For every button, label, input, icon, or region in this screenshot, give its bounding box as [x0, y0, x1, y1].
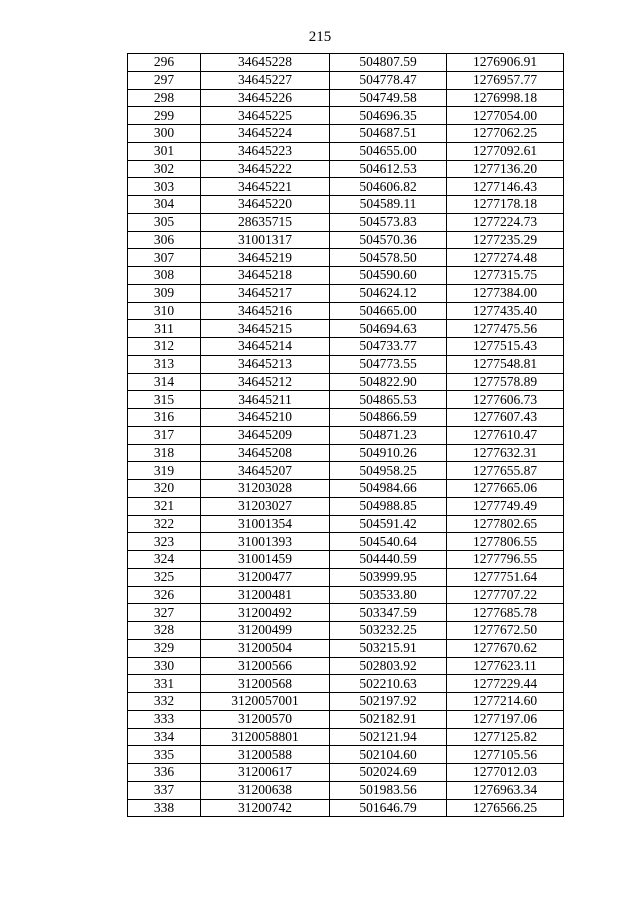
x-coordinate-cell: 504624.12	[330, 284, 447, 302]
x-coordinate-cell: 503347.59	[330, 604, 447, 622]
point-id-cell: 31200499	[201, 622, 330, 640]
point-number-cell: 297	[128, 71, 201, 89]
point-number-cell: 307	[128, 249, 201, 267]
y-coordinate-cell: 1277607.43	[447, 409, 564, 427]
point-number-cell: 321	[128, 497, 201, 515]
table-row	[128, 426, 564, 444]
point-number-cell: 305	[128, 213, 201, 231]
y-coordinate-cell: 1277655.87	[447, 462, 564, 480]
y-coordinate-cell: 1277802.65	[447, 515, 564, 533]
point-id-cell: 31200477	[201, 568, 330, 586]
x-coordinate-cell: 501646.79	[330, 799, 447, 817]
point-number-cell: 313	[128, 355, 201, 373]
point-id-cell: 31200742	[201, 799, 330, 817]
point-id-cell: 31200568	[201, 675, 330, 693]
point-number-cell: 323	[128, 533, 201, 551]
table-row	[128, 639, 564, 657]
y-coordinate-cell: 1277054.00	[447, 107, 564, 125]
point-number-cell: 320	[128, 480, 201, 498]
y-coordinate-cell: 1277178.18	[447, 196, 564, 214]
table-row	[128, 497, 564, 515]
x-coordinate-cell: 504612.53	[330, 160, 447, 178]
point-id-cell: 34645217	[201, 284, 330, 302]
table-row	[128, 373, 564, 391]
y-coordinate-cell: 1276998.18	[447, 89, 564, 107]
point-number-cell: 327	[128, 604, 201, 622]
y-coordinate-cell: 1277062.25	[447, 125, 564, 143]
y-coordinate-cell: 1276906.91	[447, 54, 564, 72]
y-coordinate-cell: 1277670.62	[447, 639, 564, 657]
x-coordinate-cell: 504573.83	[330, 213, 447, 231]
point-number-cell: 331	[128, 675, 201, 693]
table-row	[128, 125, 564, 143]
table-row	[128, 515, 564, 533]
point-number-cell: 325	[128, 568, 201, 586]
point-number-cell: 311	[128, 320, 201, 338]
x-coordinate-cell: 504687.51	[330, 125, 447, 143]
x-coordinate-cell: 504591.42	[330, 515, 447, 533]
table-row	[128, 71, 564, 89]
point-number-cell: 316	[128, 409, 201, 427]
table-row	[128, 675, 564, 693]
table-row	[128, 89, 564, 107]
table-row	[128, 320, 564, 338]
point-id-cell: 31203028	[201, 480, 330, 498]
x-coordinate-cell: 504866.59	[330, 409, 447, 427]
point-id-cell: 34645208	[201, 444, 330, 462]
point-id-cell: 28635715	[201, 213, 330, 231]
table-row	[128, 249, 564, 267]
y-coordinate-cell: 1277806.55	[447, 533, 564, 551]
table-row	[128, 746, 564, 764]
table-row	[128, 781, 564, 799]
table-row	[128, 160, 564, 178]
table-row	[128, 710, 564, 728]
table-row	[128, 728, 564, 746]
y-coordinate-cell: 1277796.55	[447, 551, 564, 569]
x-coordinate-cell: 504696.35	[330, 107, 447, 125]
table-row	[128, 409, 564, 427]
y-coordinate-cell: 1277092.61	[447, 142, 564, 160]
point-number-cell: 328	[128, 622, 201, 640]
point-number-cell: 302	[128, 160, 201, 178]
point-id-cell: 34645211	[201, 391, 330, 409]
point-number-cell: 303	[128, 178, 201, 196]
y-coordinate-cell: 1277578.89	[447, 373, 564, 391]
point-number-cell: 319	[128, 462, 201, 480]
x-coordinate-cell: 501983.56	[330, 781, 447, 799]
point-id-cell: 31001459	[201, 551, 330, 569]
point-number-cell: 296	[128, 54, 201, 72]
y-coordinate-cell: 1276957.77	[447, 71, 564, 89]
point-id-cell: 34645218	[201, 267, 330, 285]
table-row	[128, 391, 564, 409]
point-id-cell: 34645215	[201, 320, 330, 338]
point-id-cell: 31200492	[201, 604, 330, 622]
y-coordinate-cell: 1277610.47	[447, 426, 564, 444]
y-coordinate-cell: 1277632.31	[447, 444, 564, 462]
point-number-cell: 333	[128, 710, 201, 728]
table-row	[128, 799, 564, 817]
x-coordinate-cell: 504865.53	[330, 391, 447, 409]
point-id-cell: 34645207	[201, 462, 330, 480]
y-coordinate-cell: 1277475.56	[447, 320, 564, 338]
point-id-cell: 31200638	[201, 781, 330, 799]
x-coordinate-cell: 502024.69	[330, 764, 447, 782]
coordinates-table	[127, 53, 564, 817]
y-coordinate-cell: 1277197.06	[447, 710, 564, 728]
x-coordinate-cell: 504773.55	[330, 355, 447, 373]
point-number-cell: 309	[128, 284, 201, 302]
point-number-cell: 298	[128, 89, 201, 107]
point-id-cell: 34645221	[201, 178, 330, 196]
x-coordinate-cell: 504778.47	[330, 71, 447, 89]
point-id-cell: 31001317	[201, 231, 330, 249]
x-coordinate-cell: 503215.91	[330, 639, 447, 657]
point-number-cell: 308	[128, 267, 201, 285]
point-id-cell: 34645209	[201, 426, 330, 444]
table-row	[128, 338, 564, 356]
point-id-cell: 31200570	[201, 710, 330, 728]
table-row	[128, 231, 564, 249]
point-number-cell: 299	[128, 107, 201, 125]
point-id-cell: 31200566	[201, 657, 330, 675]
y-coordinate-cell: 1277274.48	[447, 249, 564, 267]
point-number-cell: 317	[128, 426, 201, 444]
table-row	[128, 533, 564, 551]
table-row	[128, 267, 564, 285]
y-coordinate-cell: 1277685.78	[447, 604, 564, 622]
y-coordinate-cell: 1277012.03	[447, 764, 564, 782]
x-coordinate-cell: 504578.50	[330, 249, 447, 267]
y-coordinate-cell: 1277315.75	[447, 267, 564, 285]
table-row	[128, 551, 564, 569]
table-row	[128, 764, 564, 782]
table-row	[128, 196, 564, 214]
table-row	[128, 178, 564, 196]
x-coordinate-cell: 504606.82	[330, 178, 447, 196]
point-id-cell: 31200481	[201, 586, 330, 604]
table-row	[128, 462, 564, 480]
y-coordinate-cell: 1276566.25	[447, 799, 564, 817]
point-number-cell: 322	[128, 515, 201, 533]
table-row	[128, 586, 564, 604]
x-coordinate-cell: 504655.00	[330, 142, 447, 160]
x-coordinate-cell: 503999.95	[330, 568, 447, 586]
table-row	[128, 284, 564, 302]
y-coordinate-cell: 1277435.40	[447, 302, 564, 320]
point-id-cell: 31001354	[201, 515, 330, 533]
y-coordinate-cell: 1277515.43	[447, 338, 564, 356]
x-coordinate-cell: 504822.90	[330, 373, 447, 391]
point-id-cell: 34645226	[201, 89, 330, 107]
table-row	[128, 604, 564, 622]
point-number-cell: 304	[128, 196, 201, 214]
y-coordinate-cell: 1277707.22	[447, 586, 564, 604]
x-coordinate-cell: 504540.64	[330, 533, 447, 551]
table-row	[128, 657, 564, 675]
point-number-cell: 329	[128, 639, 201, 657]
point-number-cell: 337	[128, 781, 201, 799]
y-coordinate-cell: 1277235.29	[447, 231, 564, 249]
point-id-cell: 3120058801	[201, 728, 330, 746]
x-coordinate-cell: 502210.63	[330, 675, 447, 693]
point-id-cell: 34645213	[201, 355, 330, 373]
point-id-cell: 31200588	[201, 746, 330, 764]
point-id-cell: 34645210	[201, 409, 330, 427]
x-coordinate-cell: 504589.11	[330, 196, 447, 214]
point-id-cell: 31001393	[201, 533, 330, 551]
x-coordinate-cell: 504984.66	[330, 480, 447, 498]
table-row	[128, 142, 564, 160]
x-coordinate-cell: 504665.00	[330, 302, 447, 320]
x-coordinate-cell: 503533.80	[330, 586, 447, 604]
point-number-cell: 332	[128, 693, 201, 711]
x-coordinate-cell: 502182.91	[330, 710, 447, 728]
point-number-cell: 314	[128, 373, 201, 391]
y-coordinate-cell: 1277623.11	[447, 657, 564, 675]
x-coordinate-cell: 502121.94	[330, 728, 447, 746]
point-number-cell: 336	[128, 764, 201, 782]
point-number-cell: 338	[128, 799, 201, 817]
x-coordinate-cell: 504807.59	[330, 54, 447, 72]
x-coordinate-cell: 503232.25	[330, 622, 447, 640]
table-row	[128, 302, 564, 320]
table-row	[128, 568, 564, 586]
x-coordinate-cell: 502803.92	[330, 657, 447, 675]
table-row	[128, 693, 564, 711]
x-coordinate-cell: 502104.60	[330, 746, 447, 764]
y-coordinate-cell: 1277214.60	[447, 693, 564, 711]
point-number-cell: 318	[128, 444, 201, 462]
point-number-cell: 315	[128, 391, 201, 409]
page-number: 215	[308, 29, 332, 45]
y-coordinate-cell: 1277105.56	[447, 746, 564, 764]
y-coordinate-cell: 1277548.81	[447, 355, 564, 373]
point-id-cell: 34645212	[201, 373, 330, 391]
point-number-cell: 335	[128, 746, 201, 764]
point-number-cell: 326	[128, 586, 201, 604]
point-id-cell: 34645223	[201, 142, 330, 160]
point-id-cell: 34645228	[201, 54, 330, 72]
x-coordinate-cell: 502197.92	[330, 693, 447, 711]
x-coordinate-cell: 504749.58	[330, 89, 447, 107]
x-coordinate-cell: 504988.85	[330, 497, 447, 515]
x-coordinate-cell: 504733.77	[330, 338, 447, 356]
point-number-cell: 310	[128, 302, 201, 320]
point-number-cell: 300	[128, 125, 201, 143]
point-id-cell: 34645225	[201, 107, 330, 125]
point-number-cell: 324	[128, 551, 201, 569]
table-row	[128, 54, 564, 72]
point-number-cell: 334	[128, 728, 201, 746]
point-id-cell: 31200617	[201, 764, 330, 782]
x-coordinate-cell: 504694.63	[330, 320, 447, 338]
y-coordinate-cell: 1277224.73	[447, 213, 564, 231]
x-coordinate-cell: 504871.23	[330, 426, 447, 444]
y-coordinate-cell: 1277749.49	[447, 497, 564, 515]
table-row	[128, 107, 564, 125]
table-row	[128, 213, 564, 231]
point-number-cell: 312	[128, 338, 201, 356]
y-coordinate-cell: 1277229.44	[447, 675, 564, 693]
point-id-cell: 34645219	[201, 249, 330, 267]
y-coordinate-cell: 1277125.82	[447, 728, 564, 746]
point-number-cell: 301	[128, 142, 201, 160]
y-coordinate-cell: 1277751.64	[447, 568, 564, 586]
point-id-cell: 34645216	[201, 302, 330, 320]
y-coordinate-cell: 1276963.34	[447, 781, 564, 799]
table-body	[128, 54, 564, 817]
point-id-cell: 34645214	[201, 338, 330, 356]
y-coordinate-cell: 1277136.20	[447, 160, 564, 178]
y-coordinate-cell: 1277665.06	[447, 480, 564, 498]
x-coordinate-cell: 504910.26	[330, 444, 447, 462]
table-row	[128, 444, 564, 462]
point-number-cell: 330	[128, 657, 201, 675]
point-id-cell: 34645227	[201, 71, 330, 89]
point-id-cell: 3120057001	[201, 693, 330, 711]
point-number-cell: 306	[128, 231, 201, 249]
table-row	[128, 622, 564, 640]
point-id-cell: 31200504	[201, 639, 330, 657]
y-coordinate-cell: 1277384.00	[447, 284, 564, 302]
point-id-cell: 34645224	[201, 125, 330, 143]
point-id-cell: 31203027	[201, 497, 330, 515]
point-id-cell: 34645222	[201, 160, 330, 178]
table-row	[128, 355, 564, 373]
x-coordinate-cell: 504570.36	[330, 231, 447, 249]
x-coordinate-cell: 504590.60	[330, 267, 447, 285]
point-id-cell: 34645220	[201, 196, 330, 214]
y-coordinate-cell: 1277606.73	[447, 391, 564, 409]
table-row	[128, 480, 564, 498]
y-coordinate-cell: 1277146.43	[447, 178, 564, 196]
y-coordinate-cell: 1277672.50	[447, 622, 564, 640]
x-coordinate-cell: 504958.25	[330, 462, 447, 480]
x-coordinate-cell: 504440.59	[330, 551, 447, 569]
